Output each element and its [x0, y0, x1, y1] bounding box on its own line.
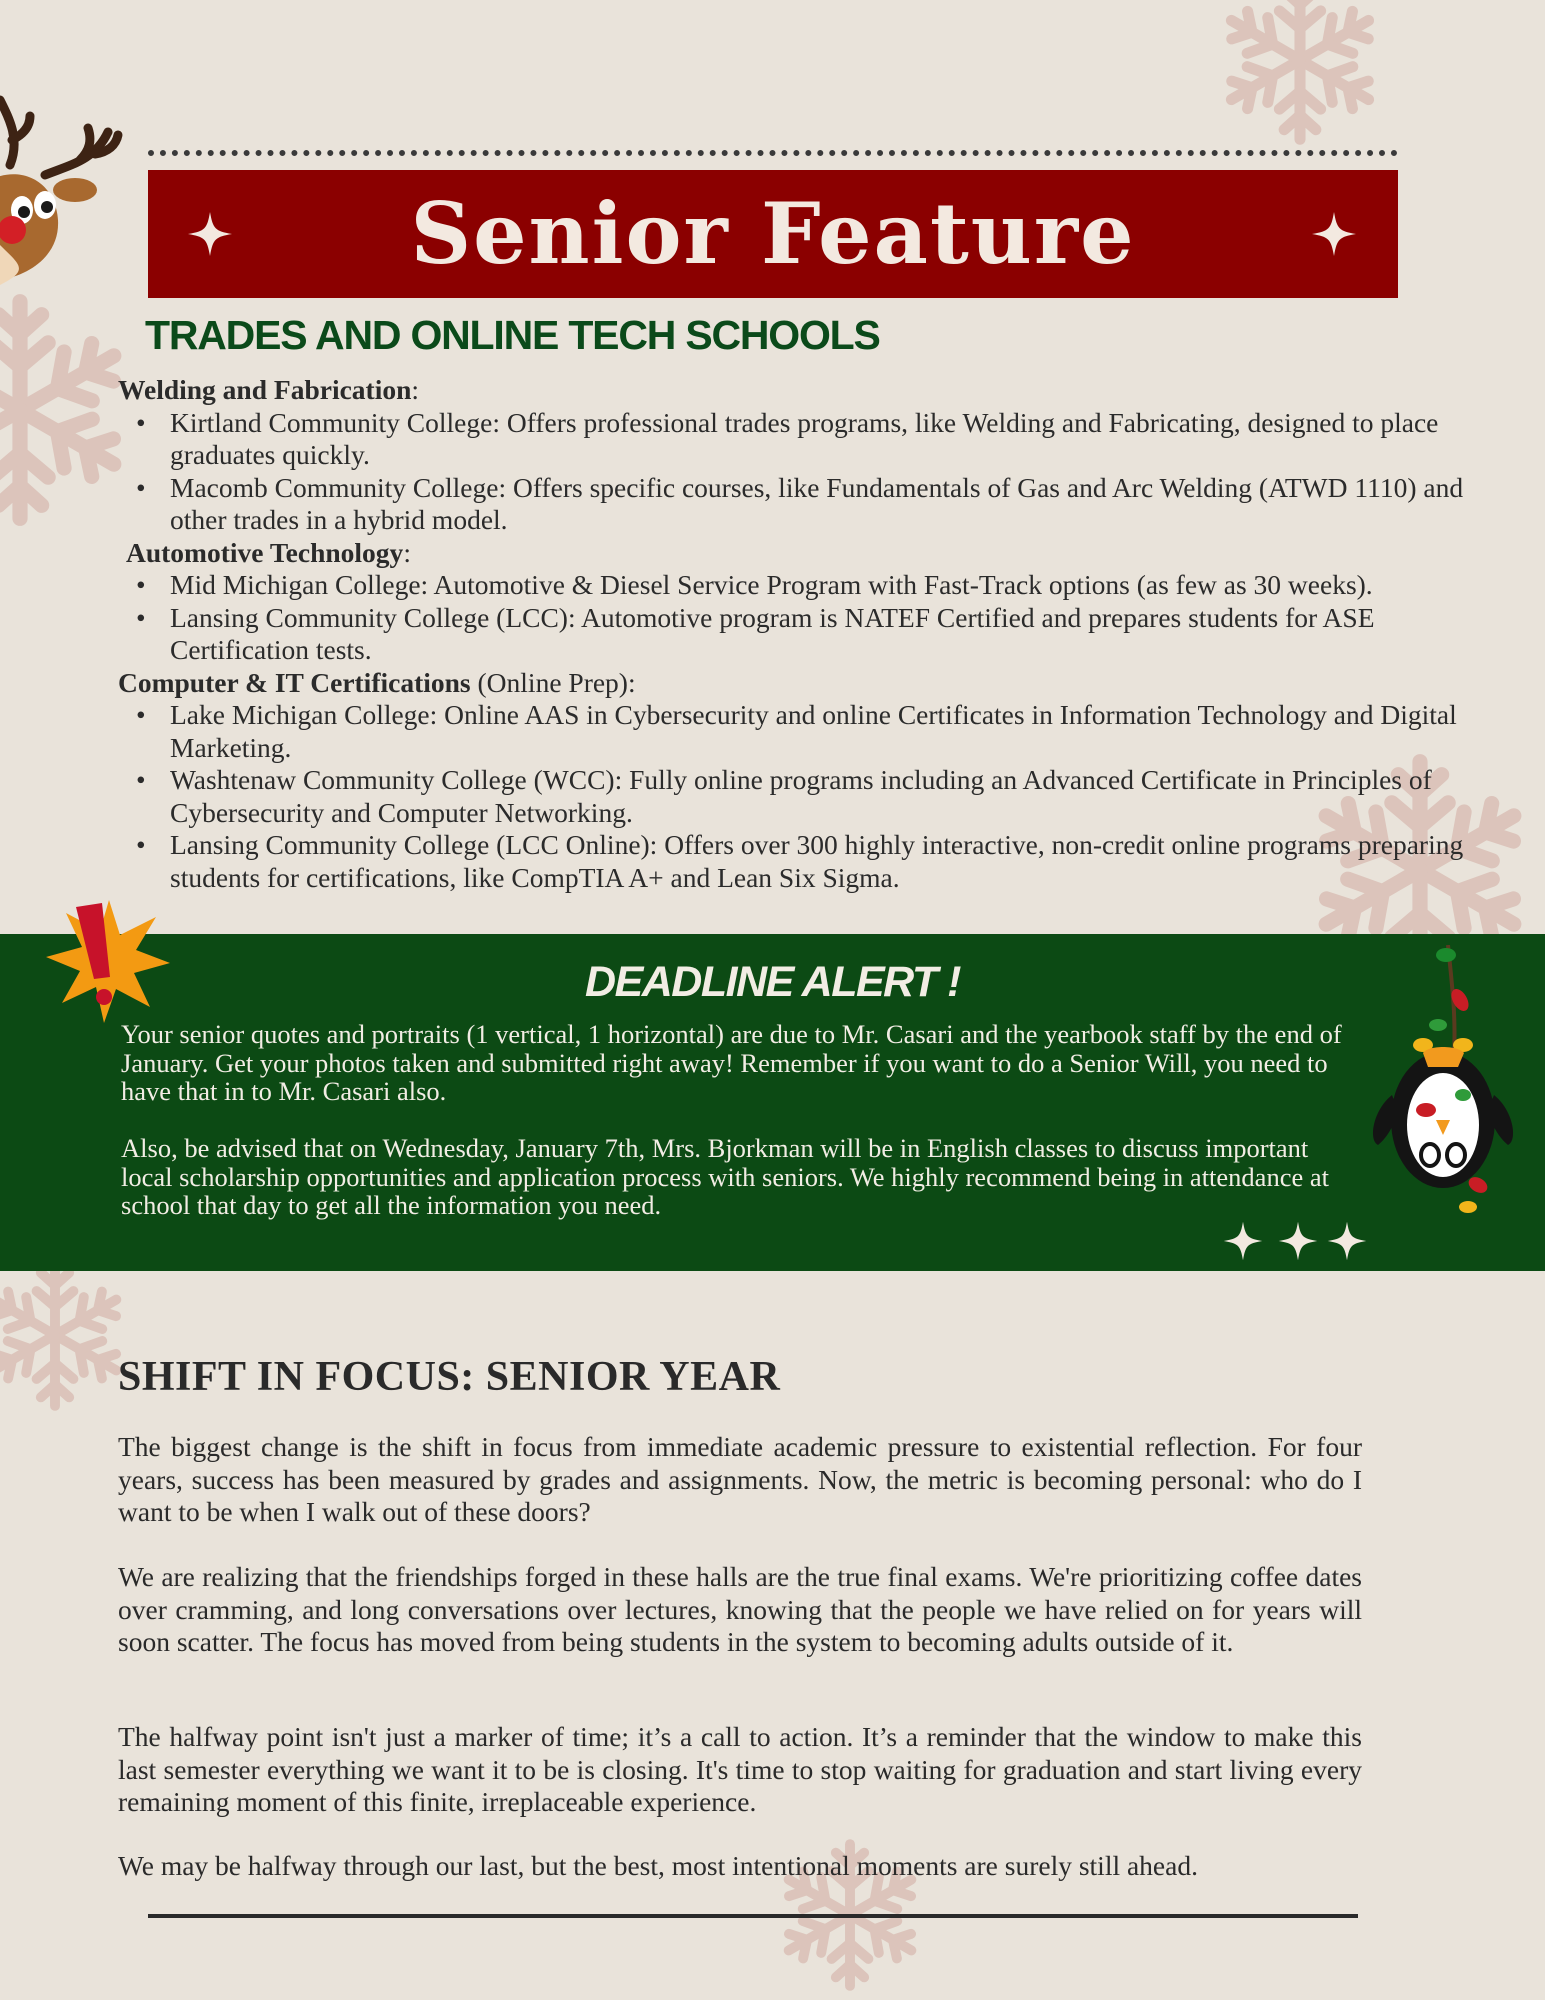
exclamation-burst-icon — [44, 895, 174, 1030]
bottom-divider — [148, 1914, 1358, 1918]
category-heading: Automotive Technology: — [126, 536, 411, 568]
list-item: • Kirtland Community College: Offers professional trades programs, like Welding and Fabricating, designed to place graduates quickly. — [170, 407, 1498, 472]
deadline-alert-section — [0, 934, 1545, 1271]
list-item: • Lake Michigan College: Online AAS in Cybersecurity and online Certificates in Information Technology and Digital Marketing. — [170, 699, 1498, 764]
list-item: • Mid Michigan College: Automotive & Diesel Service Program with Fast-Track options (as few as 30 weeks). — [170, 569, 1498, 602]
list-item: • Lansing Community College (LCC Online): Offers over 300 highly interactive, non-credit online programs preparing students for certifications, like CompTIA A+ and Lean Six Sigma. — [170, 829, 1498, 894]
snowflake-icon — [1130, 0, 1470, 160]
trades-heading: TRADES AND ONLINE TECH SCHOOLS — [145, 312, 880, 358]
alert-title: DEADLINE ALERT ! — [585, 958, 960, 1006]
body-paragraph: We may be halfway through our last, but the best, most intentional moments are surely still ahead. — [118, 1850, 1198, 1881]
sparkle-icon — [1222, 1220, 1264, 1267]
alert-paragraph: Also, be advised that on Wednesday, January 7th, Mrs. Bjorkman will be in English classes to discuss important local scholarship opportunities and application process with seniors. We highly recommend being in attendance at school that day to get all the information you need. — [121, 1133, 1329, 1220]
list-item: • Washtenaw Community College (WCC): Fully online programs including an Advanced Certificate in Principles of Cybersecurity and Computer Networking. — [170, 764, 1498, 829]
sparkle-icon — [1277, 1220, 1319, 1267]
alert-paragraph: Your senior quotes and portraits (1 vertical, 1 horizontal) are due to Mr. Casari and the yearbook staff by the end of January. Get your photos taken and submitted right away! Remember if you want to do a Senior Will, you need to have that in to Mr. Casari also. — [121, 1019, 1342, 1106]
list-item: • Macomb Community College: Offers specific courses, like Fundamentals of Gas and Arc Welding (ATWD 1110) and other trades in a hybrid model. — [170, 472, 1498, 537]
sparkle-icon — [1326, 1220, 1368, 1267]
category-heading: Computer & IT Certifications (Online Prep): — [118, 666, 636, 698]
body-paragraph: The halfway point isn't just a marker of time; it’s a call to action. It’s a reminder that the window to make this last semester everything we want it to be is closing. It's time to stop waiting for graduation and start living every remaining moment of this finite, irreplaceable experience. — [118, 1721, 1362, 1817]
dotted-divider — [148, 150, 1398, 156]
schools-list — [118, 374, 1498, 894]
category-heading: Welding and Fabrication: — [118, 374, 420, 405]
body-paragraph: The biggest change is the shift in focus from immediate academic pressure to existential reflection. For four years, success has been measured by grades and assignments. Now, the metric is becoming personal: who do I want to be when I walk out of these doors? — [118, 1431, 1362, 1527]
title-banner — [148, 170, 1398, 298]
sparkle-icon — [1310, 210, 1358, 263]
body-paragraph: We are realizing that the friendships forged in these halls are the true final exams. We're prioritizing coffee dates over cramming, and long conversations over lectures, knowing that the people we have relied on for years will soon scatter. The focus has moved from being students in the system to becoming adults outside of it. — [118, 1561, 1362, 1657]
page-title: Senior Feature — [410, 184, 1136, 283]
reindeer-icon — [0, 70, 130, 295]
shift-heading: SHIFT IN FOCUS: SENIOR YEAR — [118, 1354, 781, 1400]
list-item: • Lansing Community College (LCC): Automotive program is NATEF Certified and prepares students for ASE Certification tests. — [170, 602, 1498, 667]
penguin-lights-icon — [1368, 945, 1518, 1230]
